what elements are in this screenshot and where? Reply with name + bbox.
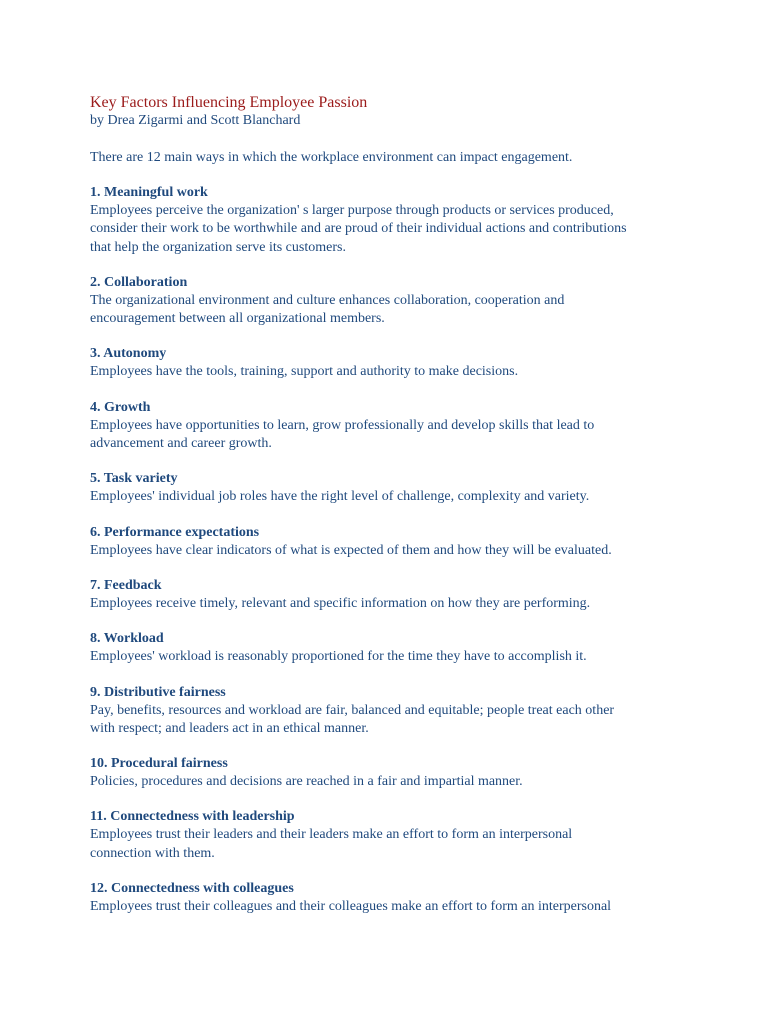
factor-description: Employees' workload is reasonably proportioned for the time they have to accomplish it. (90, 649, 587, 665)
factor-heading: 3. Autonomy (90, 346, 167, 362)
factor-description: Employees have opportunities to learn, grow professionally and develop skills that lead to advancement and career growth. (90, 417, 595, 452)
factor-heading: 12. Connectedness with colleagues (90, 881, 294, 897)
factor-heading: 8. Workload (90, 631, 164, 647)
factor-item (90, 274, 690, 329)
factor-description: The organizational environment and culture enhances collaboration, cooperation and encouragement between all organizational members. (90, 292, 565, 327)
factor-description: Employees perceive the organization' s larger purpose through products or services produced, consider their work to be worthwhile and are proud of their individual actions and contributions that help the organization serve its customers. (90, 203, 627, 255)
factor-heading: 9. Distributive fairness (90, 684, 226, 700)
factor-description: Pay, benefits, resources and workload are fair, balanced and equitable; people treat each other with respect; and leaders act in an ethical manner. (90, 702, 615, 736)
factor-description: Employees trust their colleagues and their colleagues make an effort to form an interpersonal (90, 899, 612, 915)
factor-description: Employees' individual job roles have the right level of challenge, complexity and variety. (90, 489, 590, 505)
factor-item (90, 345, 690, 381)
factor-item (90, 577, 690, 613)
factor-item (90, 880, 690, 916)
factor-description: Employees receive timely, relevant and specific information on how they are performing. (90, 595, 591, 611)
factor-item (90, 630, 690, 666)
document-byline: by Drea Zigarmi and Scott Blanchard (90, 113, 301, 128)
factor-heading: 2. Collaboration (90, 274, 188, 290)
factor-item (90, 184, 690, 257)
factor-description: Employees have clear indicators of what is expected of them and how they will be evaluated. (90, 542, 612, 558)
document-page (90, 93, 690, 916)
factor-description: Employees trust their leaders and their leaders make an effort to form an interpersonal connection with them. (90, 827, 573, 861)
factor-heading: 7. Feedback (90, 577, 162, 593)
factor-heading: 10. Procedural fairness (90, 756, 228, 772)
factor-description: Employees have the tools, training, support and authority to make decisions. (90, 364, 519, 380)
factor-heading: 11. Connectedness with leadership (90, 809, 295, 825)
factor-heading: 6. Performance expectations (90, 524, 260, 540)
document-title: Key Factors Influencing Employee Passion (90, 94, 368, 111)
factor-item (90, 399, 690, 454)
factor-item (90, 470, 690, 506)
factor-description: Policies, procedures and decisions are reached in a fair and impartial manner. (90, 774, 523, 790)
factor-item (90, 808, 690, 863)
factor-heading: 4. Growth (90, 399, 151, 415)
factor-heading: 5. Task variety (90, 471, 178, 487)
factor-item (90, 524, 690, 560)
factor-item (90, 684, 690, 739)
intro-paragraph: There are 12 main ways in which the workplace environment can impact engagement. (90, 150, 573, 165)
factor-item (90, 755, 690, 791)
factor-heading: 1. Meaningful work (90, 185, 208, 200)
